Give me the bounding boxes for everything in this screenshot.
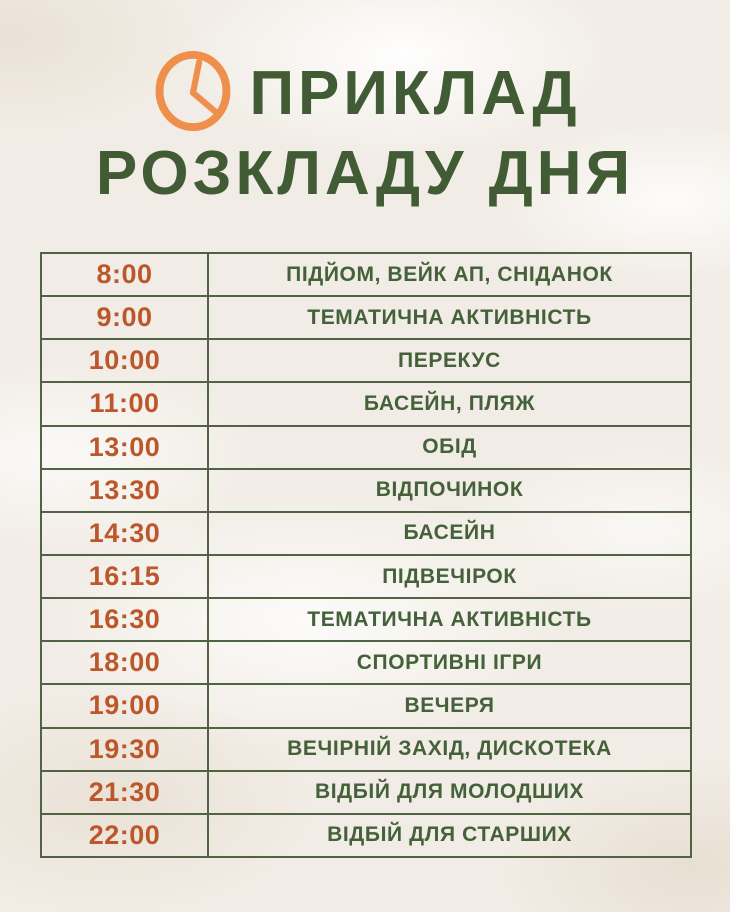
activity-cell: ВІДБІЙ ДЛЯ СТАРШИХ xyxy=(208,814,691,857)
table-row xyxy=(41,426,691,469)
time-cell: 11:00 xyxy=(41,382,208,425)
activity-cell: ПІДВЕЧІРОК xyxy=(208,555,691,598)
table-row xyxy=(41,382,691,425)
activity-cell: ПЕРЕКУС xyxy=(208,339,691,382)
page-title-line1: ПРИКЛАД xyxy=(249,59,581,128)
activity-cell: ВЕЧІРНІЙ ЗАХІД, ДИСКОТЕКА xyxy=(208,728,691,771)
table-row xyxy=(41,598,691,641)
table-row xyxy=(41,296,691,339)
table-row xyxy=(41,253,691,296)
page-title-line2: РОЗКЛАДУ ДНЯ xyxy=(95,139,635,208)
activity-cell: ОБІД xyxy=(208,426,691,469)
clock-icon xyxy=(149,46,237,136)
activity-cell: ВІДПОЧИНОК xyxy=(208,469,691,512)
activity-cell: СПОРТИВНІ ІГРИ xyxy=(208,641,691,684)
activity-cell: ТЕМАТИЧНА АКТИВНІСТЬ xyxy=(208,296,691,339)
activity-cell: ВЕЧЕРЯ xyxy=(208,684,691,727)
table-row xyxy=(41,771,691,814)
table-row xyxy=(41,512,691,555)
time-cell: 13:00 xyxy=(41,426,208,469)
poster-header xyxy=(0,52,730,207)
time-cell: 19:30 xyxy=(41,728,208,771)
table-row xyxy=(41,728,691,771)
time-cell: 8:00 xyxy=(41,253,208,296)
time-cell: 13:30 xyxy=(41,469,208,512)
table-row xyxy=(41,684,691,727)
activity-cell: ПІДЙОМ, ВЕЙК АП, СНІДАНОК xyxy=(208,253,691,296)
table-row xyxy=(41,641,691,684)
time-cell: 14:30 xyxy=(41,512,208,555)
activity-cell: БАСЕЙН, ПЛЯЖ xyxy=(208,382,691,425)
schedule-table xyxy=(40,252,692,858)
time-cell: 9:00 xyxy=(41,296,208,339)
time-cell: 16:30 xyxy=(41,598,208,641)
table-row xyxy=(41,814,691,857)
activity-cell: ТЕМАТИЧНА АКТИВНІСТЬ xyxy=(208,598,691,641)
time-cell: 10:00 xyxy=(41,339,208,382)
time-cell: 16:15 xyxy=(41,555,208,598)
activity-cell: БАСЕЙН xyxy=(208,512,691,555)
activity-cell: ВІДБІЙ ДЛЯ МОЛОДШИХ xyxy=(208,771,691,814)
time-cell: 18:00 xyxy=(41,641,208,684)
time-cell: 21:30 xyxy=(41,771,208,814)
time-cell: 22:00 xyxy=(41,814,208,857)
table-row xyxy=(41,469,691,512)
time-cell: 19:00 xyxy=(41,684,208,727)
table-row xyxy=(41,339,691,382)
table-row xyxy=(41,555,691,598)
